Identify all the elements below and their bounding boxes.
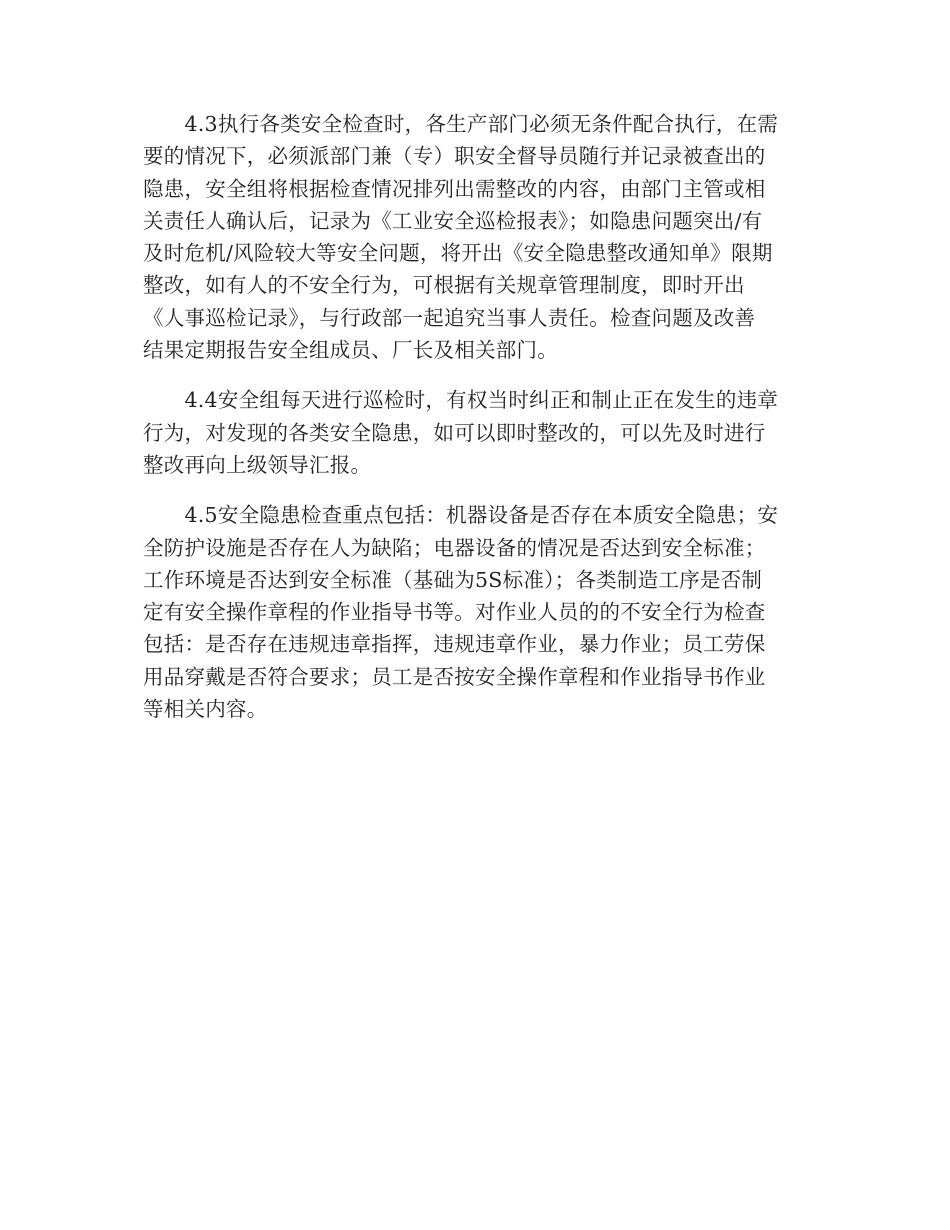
text-line: 要的情况下，必须派部门兼（专）职安全督导员随行并记录被查出的 [143,144,766,169]
text-line: 行为，对发现的各类安全隐患，如可以即时整改的，可以先及时进行 [143,420,766,445]
document-body [143,108,808,743]
text-line: 工作环境是否达到安全标准（基础为5S标准）；各类制造工序是否制 [143,567,763,592]
text-line: 及时危机/风险较大等安全问题，将开出《安全隐患整改通知单》限期 [143,241,773,266]
text-line: 结果定期报告安全组成员、厂长及相关部门。 [143,338,558,363]
paragraph-4-5 [143,499,808,725]
paragraph-4-3 [143,108,808,366]
text-line: 《人事巡检记录》，与行政部一起追究当事人责任。检查问题及改善 [143,305,756,330]
text-line: 等相关内容。 [143,697,268,722]
text-line: 整改，如有人的不安全行为，可根据有关规章管理制度，即时开出 [143,273,745,298]
text-line: 4.5安全隐患检查重点包括：机器设备是否存在本质安全隐患；安 [143,503,779,528]
text-line: 用品穿戴是否符合要求；员工是否按安全操作章程和作业指导书作业 [143,664,766,689]
text-line: 关责任人确认后，记录为《工业安全巡检报表》；如隐患问题突出/有 [143,208,763,233]
text-line: 全防护设施是否存在人为缺陷；电器设备的情况是否达到安全标准； [143,535,766,560]
text-line: 4.3执行各类安全检查时，各生产部门必须无条件配合执行，在需 [143,112,779,136]
text-line: 定有安全操作章程的作业指导书等。对作业人员的的不安全行为检查 [143,600,766,625]
text-line: 4.4安全组每天进行巡检时，有权当时纠正和制止正在发生的违章 [143,388,779,413]
paragraph-4-4 [143,384,808,481]
text-line: 包括：是否存在违规违章指挥，违规违章作业，暴力作业；员工劳保 [143,632,766,657]
text-line: 整改再向上级领导汇报。 [143,452,372,477]
text-line: 隐患，安全组将根据检查情况排列出需整改的内容，由部门主管或相 [143,176,766,201]
